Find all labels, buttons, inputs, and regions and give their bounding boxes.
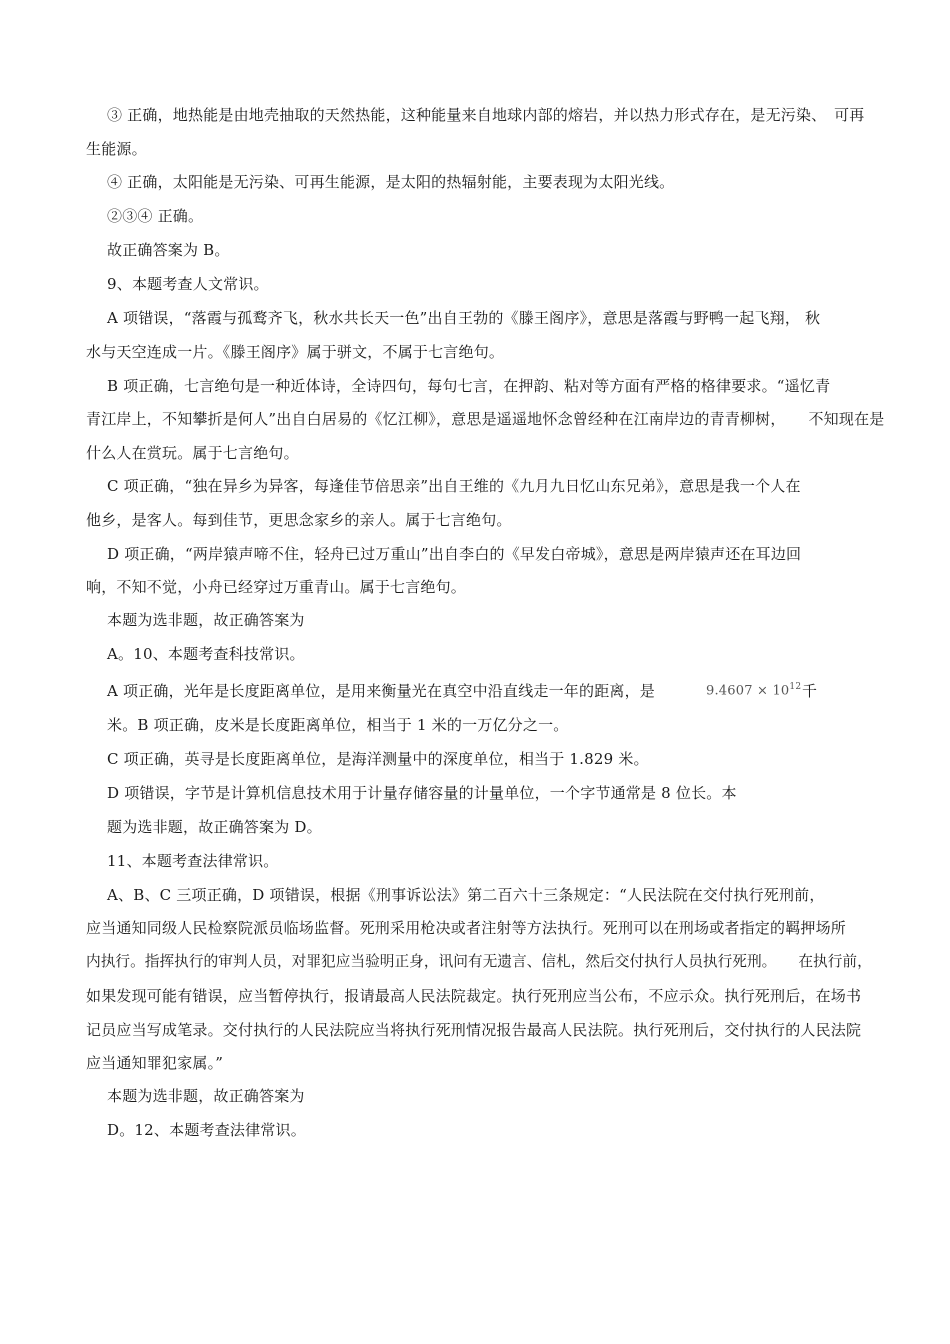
paragraph-line: 记员应当写成笔录。交付执行的人民法院应当将执行死刑情况报告最高人民法院。执行死刑后，交付执行的人民法院	[86, 1021, 862, 1039]
paragraph-line: D 项错误，字节是计算机信息技术用于计量存储容量的计量单位，一个字节通常是 8 位长。本	[107, 784, 737, 802]
paragraph-line: 内执行。指挥执行的审判人员，对罪犯应当验明正身，讯问有无遗言、信札，然后交付执行人员执行死刑。 在执行前，	[86, 953, 872, 970]
paragraph-line: 千	[802, 682, 818, 700]
paragraph-line: 如果发现可能有错误，应当暂停执行，报请最高人民法院裁定。执行死刑应当公布，不应示众。执行死刑后，在场书	[86, 987, 862, 1005]
paragraph-line: ④ 正确，太阳能是无污染、可再生能源，是太阳的热辐射能，主要表现为太阳光线。	[107, 173, 675, 191]
paragraph-line: 青江岸上，不知攀折是何人”出自白居易的《忆江柳》，意思是遥遥地怀念曾经种在江南岸边的青青柳树， 不知现在是	[86, 410, 885, 428]
paragraph-line: 米。B 项正确，皮米是长度距离单位，相当于 1 米的一万亿分之一。	[107, 716, 569, 734]
paragraph-line: 生能源。	[86, 140, 147, 158]
paragraph-line: 本题为选非题，故正确答案为	[107, 611, 305, 629]
paragraph-line: A、B、C 三项正确，D 项错误，根据《刑事诉讼法》第二百六十三条规定：“人民法院在交付执行死刑前，	[107, 886, 825, 904]
formula-light-year: $9.4607 \times 10^{12}$	[706, 682, 802, 699]
paragraph-line: A。10、本题考查科技常识。	[107, 645, 305, 663]
paragraph-line: B 项正确，七言绝句是一种近体诗，全诗四句，每句七言，在押韵、粘对等方面有严格的格律要求。“遥忆青	[107, 377, 831, 395]
paragraph-line: A 项正确，光年是长度距离单位，是用来衡量光在真空中沿直线走一年的距离，是	[107, 682, 656, 700]
paragraph-line: 故正确答案为 B。	[107, 241, 230, 259]
section-heading: 9、本题考查人文常识。	[107, 275, 269, 293]
paragraph-line: D 项正确，“两岸猿声啼不住，轻舟已过万重山”出自李白的《早发白帝城》，意思是两岸猿声还在耳边回	[107, 545, 802, 563]
paragraph-line: D。12、本题考查法律常识。	[107, 1121, 306, 1139]
paragraph-line: ②③④ 正确。	[107, 207, 204, 225]
paragraph-line: 题为选非题，故正确答案为 D。	[107, 818, 322, 836]
paragraph-line: 本题为选非题，故正确答案为	[107, 1087, 305, 1105]
paragraph-line: A 项错误，“落霞与孤鹜齐飞，秋水共长天一色”出自王勃的《滕王阁序》，意思是落霞与野鸭一起飞翔， 秋	[107, 309, 821, 327]
paragraph-line: 应当通知同级人民检察院派员临场监督。死刑采用枪决或者注射等方法执行。死刑可以在刑场或者指定的羁押场所	[86, 919, 847, 937]
section-heading: 11、本题考查法律常识。	[107, 852, 279, 870]
paragraph-line: ③ 正确，地热能是由地壳抽取的天然热能，这种能量来自地球内部的熔岩，并以热力形式存在，是无污染、 可再	[107, 106, 865, 124]
paragraph-line: C 项正确，英寻是长度距离单位，是海洋测量中的深度单位，相当于 1.829 米。	[107, 750, 649, 768]
paragraph-line: 应当通知罪犯家属。”	[86, 1054, 224, 1072]
paragraph-line: 他乡，是客人。每到佳节，更思念家乡的亲人。属于七言绝句。	[86, 511, 512, 529]
paragraph-line: C 项正确，“独在异乡为异客，每逢佳节倍思亲”出自王维的《九月九日忆山东兄弟》，意思是我一个人在	[107, 477, 801, 495]
paragraph-line: 水与天空连成一片。《滕王阁序》属于骈文，不属于七言绝句。	[86, 343, 505, 361]
paragraph-line: 什么人在赏玩。属于七言绝句。	[86, 444, 299, 462]
paragraph-line: 响，不知不觉，小舟已经穿过万重青山。属于七言绝句。	[86, 578, 467, 596]
